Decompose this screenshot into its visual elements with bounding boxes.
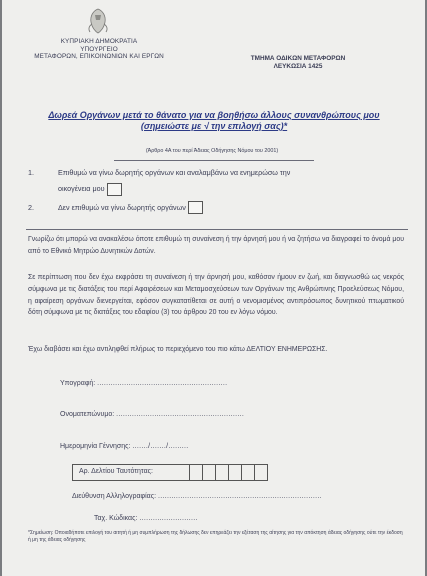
option-1 bbox=[28, 166, 398, 196]
header-line: ΥΠΟΥΡΓΕΙΟ bbox=[80, 45, 118, 53]
option-number: 1. bbox=[28, 168, 34, 177]
option-2 bbox=[28, 201, 398, 214]
fill-line: ......................................................................... bbox=[157, 493, 322, 500]
revocation-paragraph: Γνωρίζω ότι μπορώ να ανακαλέσω όποτε επιθυμώ τη συναίνεση ή την άρνησή μου ή να ζητήσω να διαγραφεί το όνομά μου από το Εθνικό Μητρώο Δυνητικών Δοτών. bbox=[28, 236, 404, 255]
name-field[interactable] bbox=[60, 411, 244, 418]
option-text: Δεν επιθυμώ να γίνω δωρητής οργάνων bbox=[58, 203, 186, 212]
id-digit-box[interactable] bbox=[203, 465, 216, 480]
divider bbox=[114, 160, 314, 161]
dob-field[interactable] bbox=[60, 443, 189, 450]
ministry-header bbox=[20, 38, 178, 61]
postcode-field[interactable] bbox=[94, 515, 198, 522]
name-label: Ονοματεπώνυμο: bbox=[60, 411, 115, 418]
option-text: Επιθυμώ να γίνω δωρητής οργάνων και αναλαμβάνω να ενημερώσω την bbox=[58, 168, 291, 177]
refusal-checkbox[interactable] bbox=[188, 201, 203, 214]
law-reference: (Άρθρο 4Α του περί Άδειας Οδήγησης Νόμου του 2001) bbox=[145, 148, 279, 154]
address-field[interactable] bbox=[72, 493, 322, 500]
option-number: 2. bbox=[28, 203, 34, 212]
footnote: *Σημείωση: Οποιαδήποτε επιλογή του αιτητή ή μη συμπλήρωση της δήλωσης δεν επηρεάζει την εξέταση της αίτησης για την απόκτηση άδειας οδήγησης ούτε την έκδοση ή μη της άδειας οδήγησης bbox=[28, 530, 403, 543]
fill-line: .......................... bbox=[139, 515, 198, 522]
signature-field[interactable] bbox=[60, 380, 227, 387]
coat-of-arms-icon bbox=[84, 6, 112, 36]
id-digit-box[interactable] bbox=[255, 465, 267, 480]
address-label: Διεύθυνση Αλληλογραφίας: bbox=[72, 493, 157, 500]
title-line: Δωρεά Οργάνων μετά το θάνατο για να βοηθήσω άλλους συνανθρώπους μου bbox=[48, 110, 380, 120]
consent-checkbox[interactable] bbox=[107, 183, 122, 196]
postcode-label: Ταχ. Κώδικας: bbox=[94, 515, 138, 522]
header-line: ΤΜΗΜΑ ΟΔΙΚΩΝ ΜΕΤΑΦΟΡΩΝ bbox=[250, 55, 346, 62]
id-digit-box[interactable] bbox=[242, 465, 255, 480]
id-digit-box[interactable] bbox=[216, 465, 229, 480]
id-digit-box[interactable] bbox=[190, 465, 203, 480]
legal-paragraph: Σε περίπτωση που δεν έχω εκφράσει τη συναίνεση ή την άρνησή μου, καθόσον ήμουν εν ζωή, και διαγνωσθώ ως νεκρός σύμφωνα με τις διατάξεις του περί Αφαιρέσεων και Μεταμοσχεύσεων των Οργάνων της Ανθρώπινης Προελεύσεως Νόμου, η αφαίρεση οργάνων διενεργείται, εφόσον συγκατατίθεται σε αυτή ο νενομισμένος αντιπρόσωπος δυνητικού πτωματικού δότη σύμφωνα με τις διατάξεις του εδαφίου (3) του άρθρου 20 του εν λόγω νόμου. bbox=[28, 274, 404, 317]
header-line: ΚΥΠΡΙΑΚΗ ΔΗΜΟΚΡΑΤΙΑ bbox=[60, 38, 138, 45]
fill-line: ......................................................... bbox=[116, 411, 245, 418]
signature-label: Υπογραφή: bbox=[60, 380, 96, 387]
id-label: Αρ. Δελτίου Ταυτότητας: bbox=[73, 465, 190, 480]
form-title bbox=[32, 110, 396, 132]
title-line: (σημειώστε με √ την επιλογή σας)* bbox=[140, 121, 288, 131]
document-page bbox=[2, 0, 425, 576]
id-number-field[interactable] bbox=[72, 464, 268, 481]
option-text: οικογένεια μου bbox=[58, 184, 105, 193]
header-line: ΛΕΥΚΩΣΙΑ 1425 bbox=[273, 62, 323, 70]
dob-blank: ......./......./......... bbox=[132, 443, 189, 450]
acknowledgement-paragraph: Έχω διαβάσει και έχω αντιληφθεί πλήρως το περιεχόμενο του πιο κάτω ΔΕΛΤΙΟΥ ΕΝΗΜΕΡΩΣΗΣ. bbox=[28, 346, 328, 353]
id-digit-box[interactable] bbox=[229, 465, 242, 480]
fill-line: .......................................................... bbox=[97, 380, 228, 387]
divider bbox=[26, 229, 408, 230]
dob-label: Ημερομηνία Γέννησης: bbox=[60, 443, 131, 450]
department-header bbox=[238, 55, 358, 70]
header-line: ΜΕΤΑΦΟΡΩΝ, ΕΠΙΚΟΙΝΩΝΙΩΝ ΚΑΙ ΕΡΓΩΝ bbox=[34, 53, 164, 61]
